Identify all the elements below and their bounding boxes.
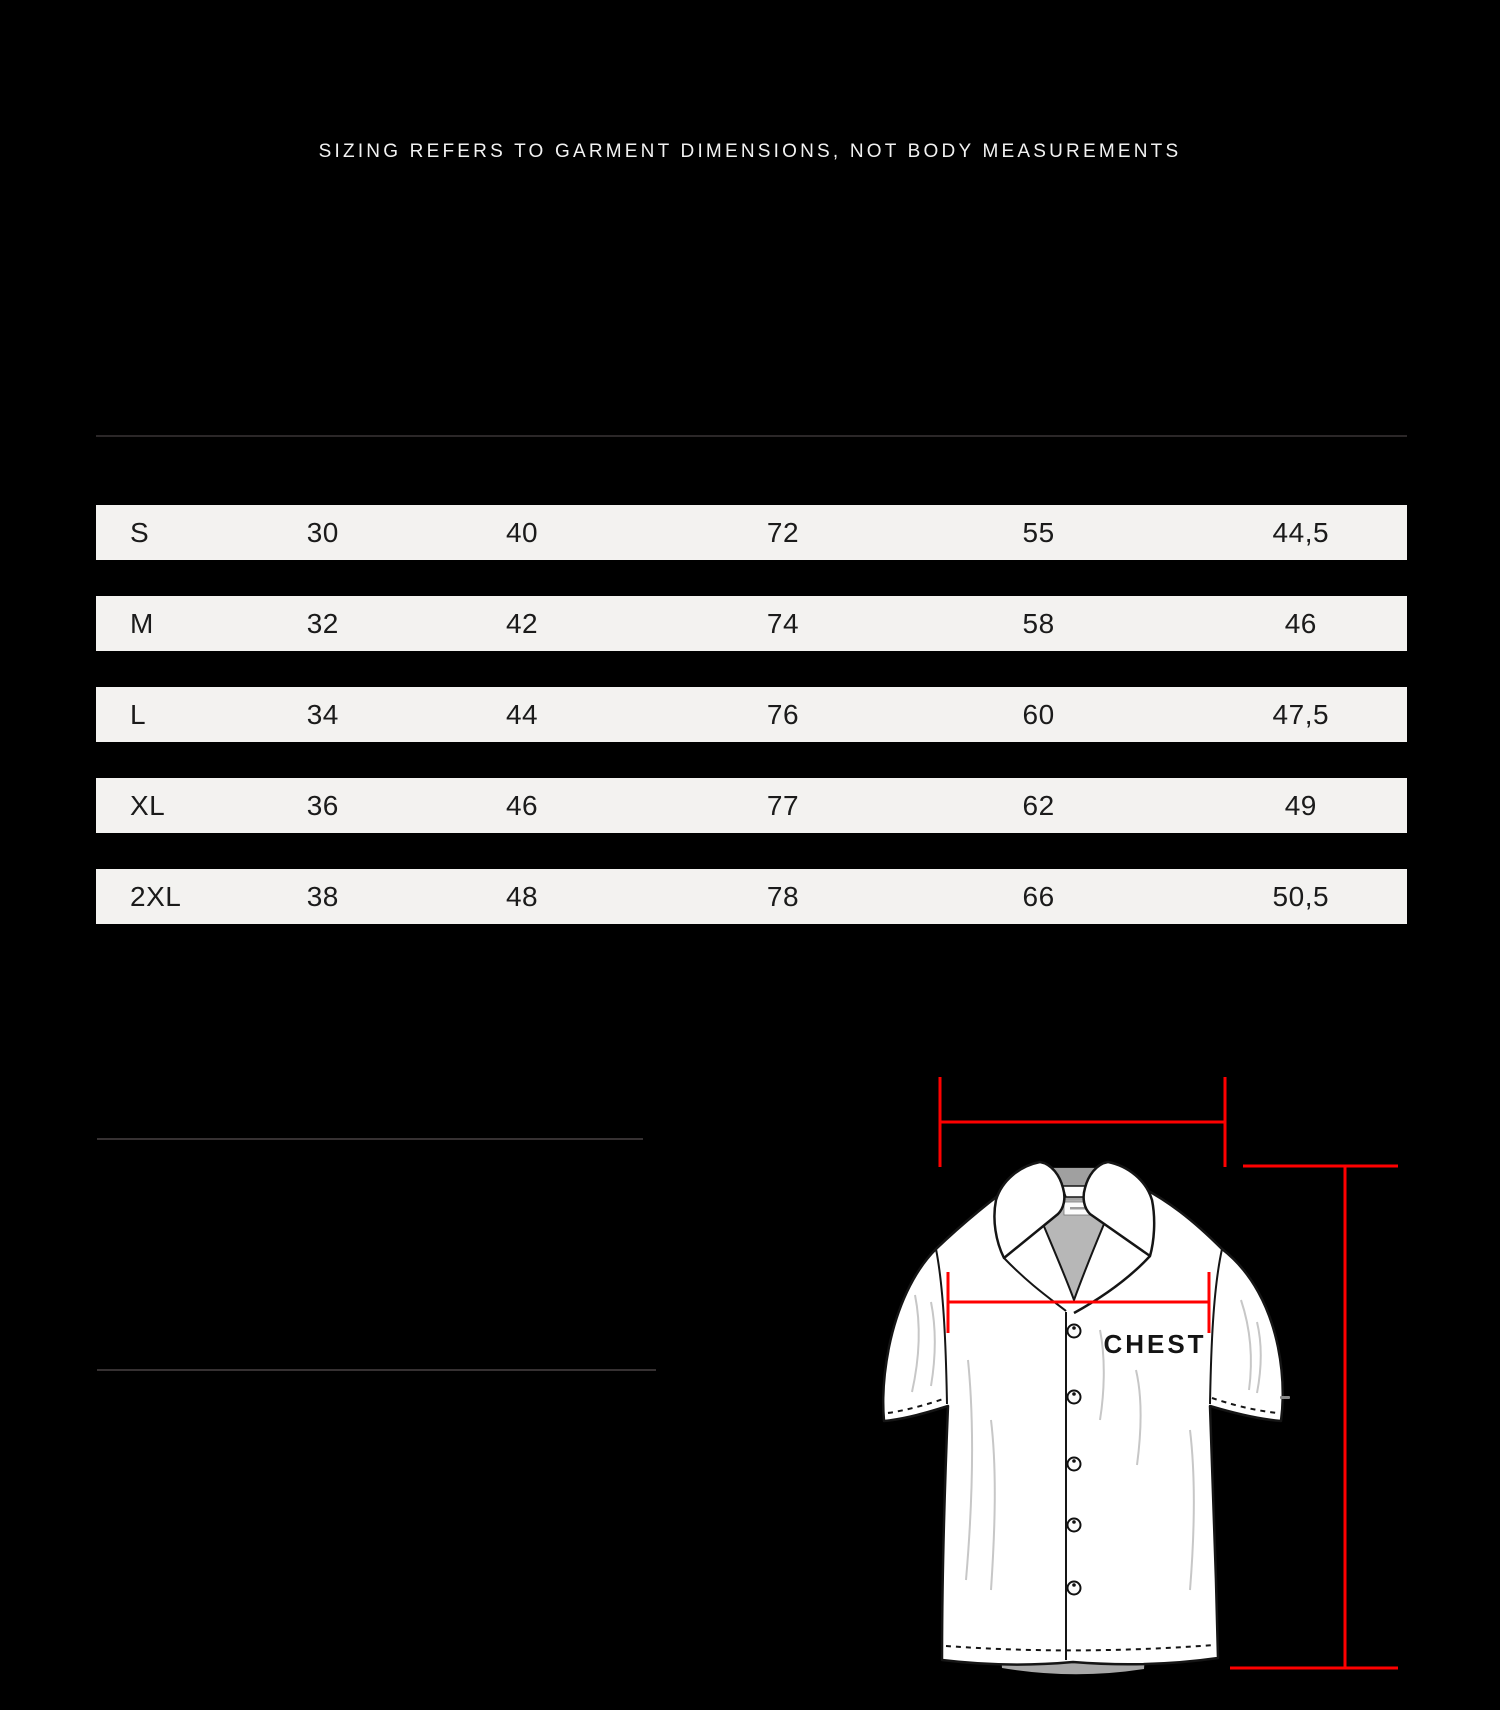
section-divider-1 — [97, 1138, 643, 1140]
garment-measurement-diagram — [820, 1050, 1440, 1710]
button — [1068, 1391, 1081, 1404]
cell-value: 74 — [766, 607, 800, 639]
cell-value: 30 — [306, 516, 339, 548]
cell-value: 44,5 — [1272, 516, 1330, 548]
cell-value: 47,5 — [1272, 698, 1330, 730]
cell-value: 40 — [505, 516, 539, 548]
trademark-mark — [1280, 1396, 1290, 1399]
cell-value: 38 — [306, 880, 339, 912]
size-row-m — [96, 596, 1407, 651]
section-divider-2 — [97, 1369, 656, 1371]
cell-value: 34 — [306, 698, 339, 730]
button — [1068, 1325, 1081, 1338]
button — [1068, 1519, 1081, 1532]
cell-value: 46 — [505, 789, 539, 821]
cell-value: 62 — [1022, 789, 1055, 821]
size-row-xl — [96, 778, 1407, 833]
cell-value: 50,5 — [1272, 880, 1330, 912]
cell-value: 58 — [1022, 607, 1055, 639]
cell-value: 32 — [306, 607, 339, 639]
size-row-s — [96, 505, 1407, 560]
cell-value: 66 — [1022, 880, 1055, 912]
cell-value: 46 — [1284, 607, 1317, 639]
chest-label: CHEST — [1103, 1329, 1207, 1359]
cell-value: 77 — [766, 789, 800, 821]
button — [1068, 1582, 1081, 1595]
size-label: S — [130, 516, 150, 548]
cell-value: 55 — [1022, 516, 1055, 548]
cell-value: 60 — [1022, 698, 1055, 730]
size-label: 2XL — [130, 880, 182, 912]
size-label: L — [130, 698, 147, 730]
sizing-notice: SIZING REFERS TO GARMENT DIMENSIONS, NOT BODY MEASUREMENTS — [318, 141, 1182, 162]
size-label: XL — [130, 789, 166, 821]
cell-value: 76 — [766, 698, 800, 730]
cell-value: 48 — [505, 880, 539, 912]
size-row-2xl — [96, 869, 1407, 924]
cell-value: 36 — [306, 789, 339, 821]
size-row-l — [96, 687, 1407, 742]
cell-value: 44 — [505, 698, 539, 730]
cell-value: 49 — [1284, 789, 1317, 821]
button — [1068, 1458, 1081, 1471]
cell-value: 72 — [766, 516, 800, 548]
size-label: M — [130, 607, 154, 639]
table-top-rule — [96, 435, 1407, 437]
cell-value: 78 — [766, 880, 800, 912]
cell-value: 42 — [505, 607, 539, 639]
shoulder-width-line — [940, 1077, 1225, 1167]
